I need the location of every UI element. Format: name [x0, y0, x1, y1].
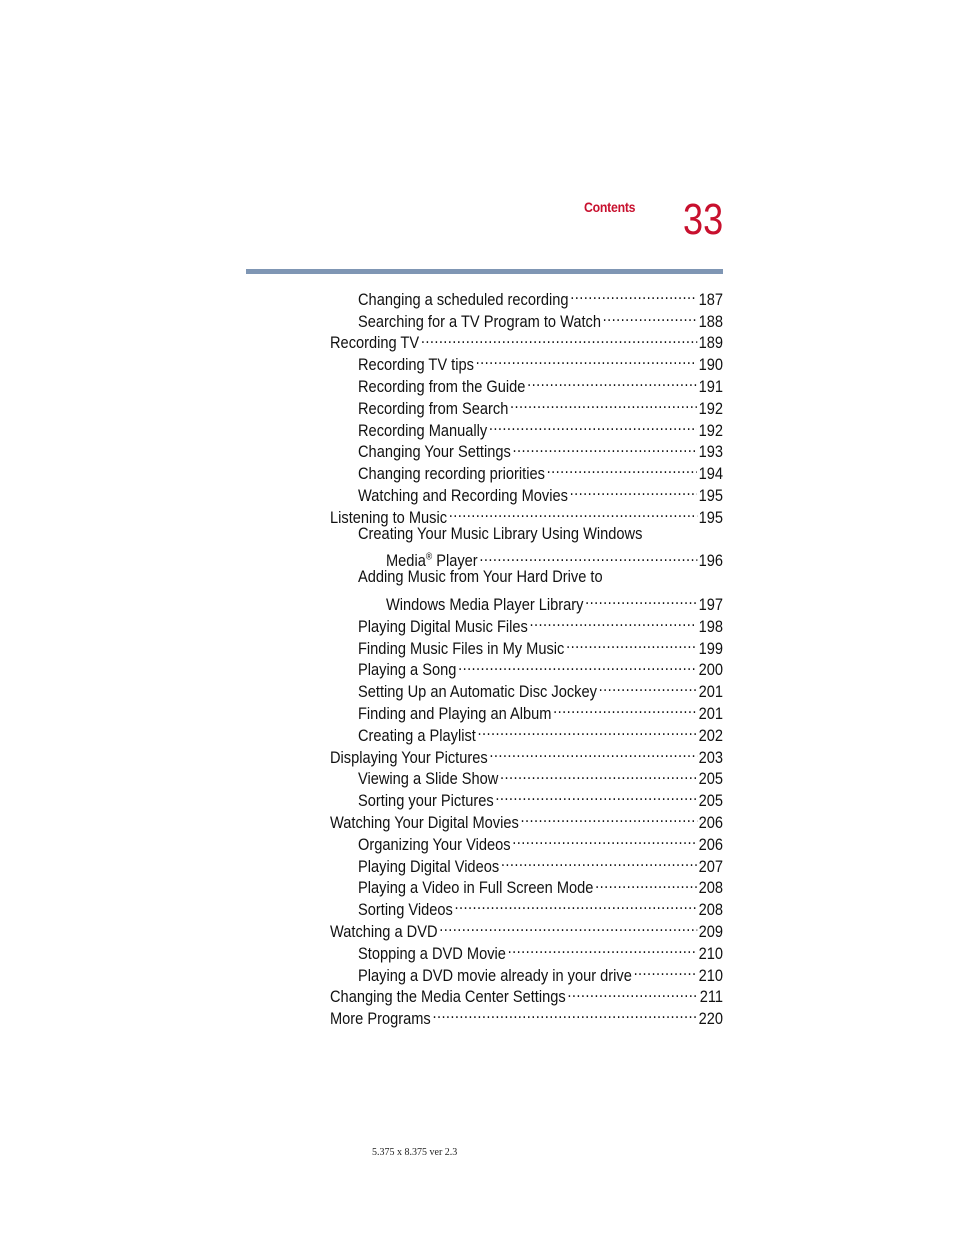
toc-entry-page: 195	[698, 485, 724, 505]
toc-entry[interactable]	[330, 850, 724, 876]
dot-leader	[510, 392, 697, 414]
toc-entry-title: Sorting your Pictures	[358, 791, 494, 811]
dot-leader	[478, 719, 697, 741]
toc-entry-page: 209	[698, 921, 724, 941]
toc-entry-title: Recording Manually	[358, 420, 488, 440]
header-rule	[246, 269, 723, 274]
toc-entry[interactable]	[330, 348, 724, 375]
toc-entry-page: 211	[699, 987, 724, 1007]
toc-entry-page: 206	[698, 812, 724, 832]
toc-entry-title: Stopping a DVD Movie	[358, 943, 506, 963]
toc-entry-title: Windows Media Player Library	[386, 594, 584, 614]
dot-leader	[567, 981, 698, 1003]
toc-entry[interactable]	[330, 327, 724, 353]
toc-entry[interactable]	[330, 719, 724, 745]
toc-entry-title: Finding and Playing an Album	[358, 703, 552, 723]
toc-entry-page: 206	[698, 834, 724, 854]
toc-entry[interactable]	[330, 784, 724, 811]
toc-entry[interactable]	[330, 654, 724, 680]
footer-note: 5.375 x 8.375 ver 2.3	[372, 1147, 458, 1158]
toc-entry-page: 193	[698, 442, 724, 462]
toc-entry-title: Recording from the Guide	[358, 376, 526, 396]
toc-entry-page: 205	[698, 791, 724, 811]
toc-entry-page: 202	[698, 725, 724, 745]
dot-leader	[495, 784, 697, 806]
toc-entry-page: 189	[698, 333, 724, 353]
toc-entry-title: Recording TV	[330, 333, 420, 353]
toc-entry-title: Recording TV tips	[358, 355, 474, 375]
toc-entry-page: 210	[698, 965, 724, 985]
toc-entry[interactable]	[330, 1002, 724, 1029]
dot-leader	[476, 348, 697, 370]
dot-leader	[449, 501, 697, 523]
toc-entry[interactable]	[330, 588, 724, 614]
toc-entry-page: 191	[698, 376, 724, 396]
page-number: 33	[683, 195, 724, 244]
dot-leader	[585, 588, 697, 610]
toc-entry[interactable]	[330, 523, 723, 545]
toc-entry-title: Watching Your Digital Movies	[330, 812, 519, 832]
toc-entry-title: Listening to Music	[330, 507, 448, 527]
toc-entry[interactable]	[330, 741, 724, 767]
toc-entry[interactable]	[330, 436, 724, 462]
dot-leader	[500, 763, 697, 785]
toc-entry[interactable]	[330, 937, 724, 963]
toc-entry-page: 220	[698, 1009, 724, 1029]
toc-entry-page: 203	[698, 747, 724, 767]
dot-leader	[458, 654, 697, 676]
toc-entry-page: 205	[698, 769, 724, 789]
dot-leader	[432, 1002, 696, 1024]
toc-entry-title: Adding Music from Your Hard Drive to	[358, 567, 603, 587]
toc-entry-title: Recording from Search	[358, 398, 509, 418]
toc-entry[interactable]	[330, 806, 724, 832]
toc-entry[interactable]	[330, 893, 724, 920]
dot-leader	[521, 806, 697, 828]
toc-entry[interactable]	[330, 305, 724, 331]
dot-leader	[489, 741, 697, 763]
toc-entry-page: 210	[698, 943, 724, 963]
toc-entry[interactable]	[330, 545, 724, 571]
toc-entry-title: Creating Your Music Library Using Windows	[358, 523, 643, 543]
toc-entry[interactable]	[330, 981, 724, 1007]
toc-entry-title: Media® Player	[386, 551, 478, 571]
toc-entry[interactable]	[330, 283, 724, 309]
toc-entry-page: 188	[698, 311, 724, 331]
toc-entry-title: Watching a DVD	[330, 921, 438, 941]
toc-entry-page: 201	[698, 703, 724, 723]
toc-entry-page: 198	[698, 616, 724, 636]
dot-leader	[527, 370, 697, 392]
toc-entry-title: Changing Your Settings	[358, 442, 511, 462]
toc-entry-title: Finding Music Files in My Music	[358, 638, 565, 658]
table-of-contents	[330, 283, 724, 1029]
toc-entry-page: 195	[698, 507, 724, 527]
dot-leader	[508, 937, 697, 959]
toc-entry-title: Changing the Media Center Settings	[330, 987, 566, 1007]
dot-leader	[547, 457, 697, 479]
dot-leader	[439, 915, 697, 937]
toc-entry[interactable]	[330, 370, 724, 396]
toc-entry-title: Displaying Your Pictures	[330, 747, 488, 767]
toc-entry-title: Changing recording priorities	[358, 464, 545, 484]
toc-entry[interactable]	[330, 457, 724, 484]
toc-entry-page: 208	[698, 900, 724, 920]
dot-leader	[455, 893, 697, 915]
toc-entry-title: Watching and Recording Movies	[358, 485, 568, 505]
toc-entry[interactable]	[330, 392, 724, 418]
dot-leader	[553, 697, 697, 719]
toc-entry[interactable]	[330, 632, 724, 658]
dot-leader	[530, 610, 697, 632]
toc-entry-title: More Programs	[330, 1009, 431, 1029]
dot-leader	[513, 436, 697, 458]
dot-leader	[501, 850, 697, 872]
toc-entry[interactable]	[330, 959, 724, 985]
toc-entry[interactable]	[330, 697, 724, 723]
toc-entry-title: Playing Digital Videos	[358, 856, 500, 876]
dot-leader	[566, 632, 697, 654]
toc-entry-page: 199	[698, 638, 724, 658]
toc-entry-title: Playing Digital Music Files	[358, 616, 528, 636]
dot-leader	[595, 872, 697, 894]
toc-entry-title: Searching for a TV Program to Watch	[358, 311, 601, 331]
toc-entry-title: Playing a Song	[358, 660, 457, 680]
toc-entry-page: 197	[698, 594, 724, 614]
toc-entry-title: Sorting Videos	[358, 900, 453, 920]
toc-entry[interactable]	[330, 566, 723, 588]
toc-entry[interactable]	[330, 501, 724, 527]
dot-leader	[603, 305, 697, 327]
toc-entry-page: 200	[698, 660, 724, 680]
toc-entry-title: Setting Up an Automatic Disc Jockey	[358, 682, 597, 702]
toc-entry-page: 196	[698, 551, 724, 571]
toc-entry-page: 201	[698, 682, 724, 702]
toc-entry-page: 192	[698, 398, 724, 418]
toc-entry[interactable]	[330, 414, 724, 440]
dot-leader	[512, 828, 697, 850]
dot-leader	[599, 675, 697, 697]
dot-leader	[489, 414, 697, 436]
running-head: Contents	[584, 199, 636, 215]
toc-entry[interactable]	[330, 828, 724, 854]
dot-leader	[479, 545, 697, 567]
toc-entry[interactable]	[330, 915, 724, 941]
toc-entry[interactable]	[330, 763, 724, 789]
toc-entry-page: 190	[698, 355, 724, 375]
toc-entry-page: 207	[698, 856, 724, 876]
toc-entry-title: Changing a scheduled recording	[358, 289, 569, 309]
dot-leader	[421, 327, 697, 349]
toc-entry-title: Creating a Playlist	[358, 725, 476, 745]
toc-entry-title: Viewing a Slide Show	[358, 769, 499, 789]
dot-leader	[570, 479, 697, 501]
dot-leader	[570, 283, 697, 305]
toc-entry-page: 208	[698, 878, 724, 898]
toc-entry-page: 187	[698, 289, 724, 309]
toc-entry-page: 192	[698, 420, 724, 440]
registered-mark: ®	[425, 551, 433, 563]
dot-leader	[634, 959, 697, 981]
toc-entry[interactable]	[330, 872, 724, 898]
toc-entry[interactable]	[330, 675, 724, 702]
toc-entry-title: Playing a DVD movie already in your drive	[358, 965, 632, 985]
toc-entry[interactable]	[330, 610, 724, 636]
toc-entry-title: Organizing Your Videos	[358, 834, 511, 854]
toc-entry[interactable]	[330, 479, 724, 505]
toc-entry-page: 194	[698, 464, 724, 484]
toc-entry-title: Playing a Video in Full Screen Mode	[358, 878, 594, 898]
